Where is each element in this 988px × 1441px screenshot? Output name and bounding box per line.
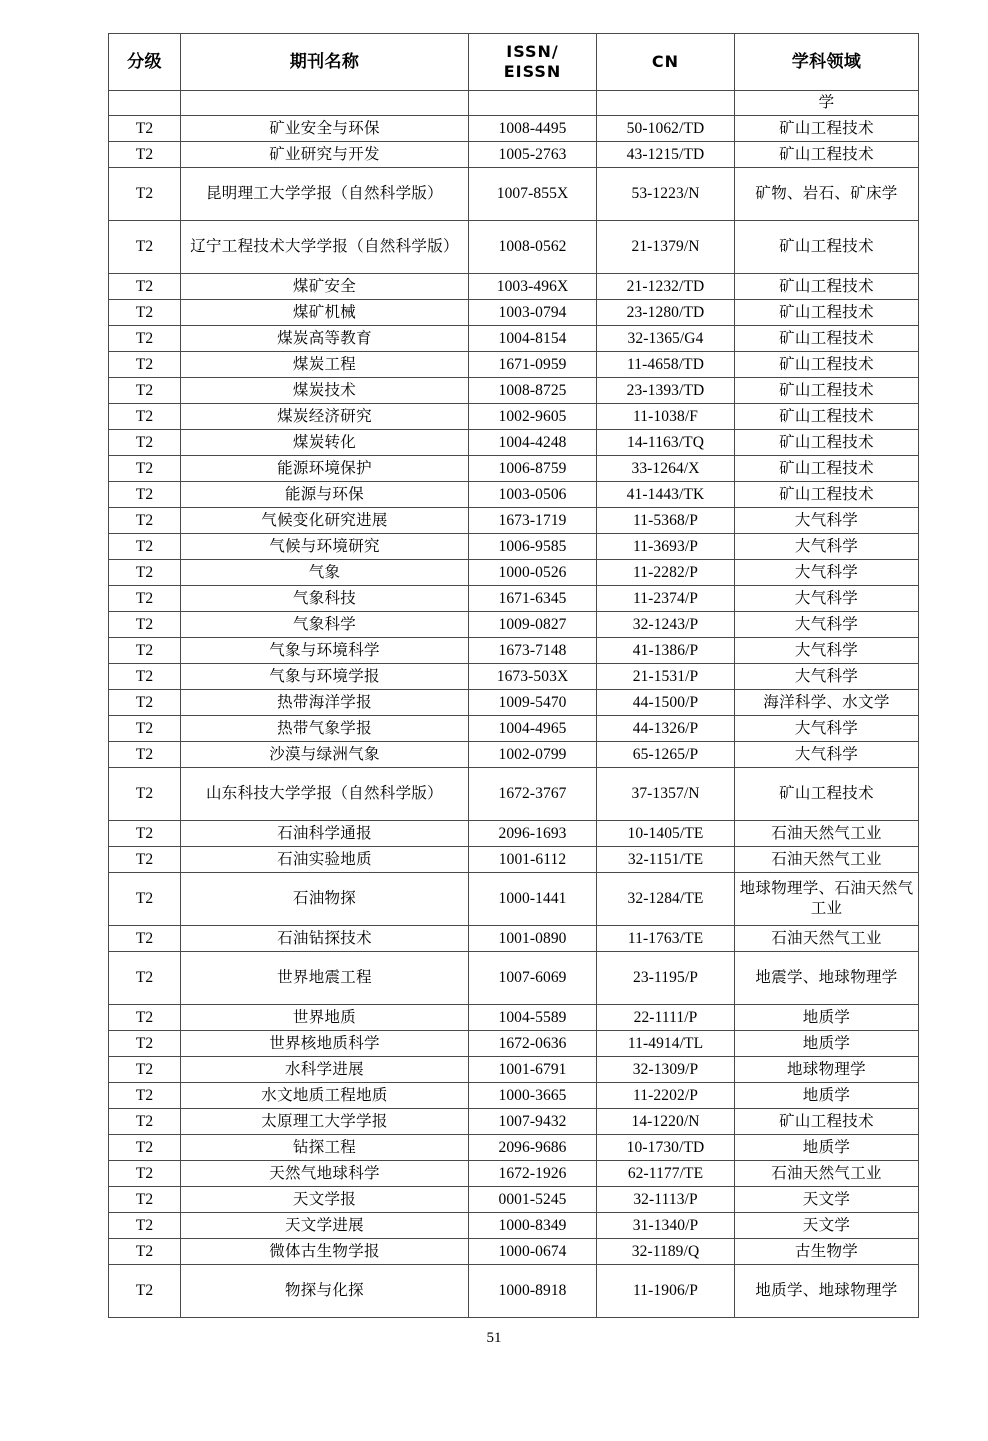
cell-subject-field: 矿物、岩石、矿床学 bbox=[735, 168, 919, 221]
cell-rank: T2 bbox=[109, 952, 181, 1005]
cell-journal-name: 气象与环境学报 bbox=[181, 664, 469, 690]
cell-cn: 21-1232/TD bbox=[597, 274, 735, 300]
cell-issn: 0001-5245 bbox=[469, 1187, 597, 1213]
cell-rank: T2 bbox=[109, 1005, 181, 1031]
cell-cn: 41-1443/TK bbox=[597, 482, 735, 508]
cell-issn: 1008-0562 bbox=[469, 221, 597, 274]
table-row bbox=[109, 1057, 919, 1083]
cell-journal-name: 昆明理工大学学报（自然科学版） bbox=[181, 168, 469, 221]
cell-journal-name: 煤矿机械 bbox=[181, 300, 469, 326]
table-row bbox=[109, 638, 919, 664]
cell-journal-name: 能源环境保护 bbox=[181, 456, 469, 482]
cell-subject-field: 地质学 bbox=[735, 1031, 919, 1057]
cell-subject-field: 大气科学 bbox=[735, 664, 919, 690]
cell-cn: 32-1189/Q bbox=[597, 1239, 735, 1265]
cell-journal-name: 辽宁工程技术大学学报（自然科学版） bbox=[181, 221, 469, 274]
cell-rank: T2 bbox=[109, 1161, 181, 1187]
cell-rank: T2 bbox=[109, 1057, 181, 1083]
table-row bbox=[109, 378, 919, 404]
cell-journal-name: 气象与环境科学 bbox=[181, 638, 469, 664]
cell-issn: 1672-0636 bbox=[469, 1031, 597, 1057]
cell-subject-field: 天文学 bbox=[735, 1213, 919, 1239]
cell-journal-name: 水科学进展 bbox=[181, 1057, 469, 1083]
cell-journal-name: 世界地质 bbox=[181, 1005, 469, 1031]
cell-rank: T2 bbox=[109, 116, 181, 142]
cell-issn: 1003-496X bbox=[469, 274, 597, 300]
cell-issn: 1004-8154 bbox=[469, 326, 597, 352]
cell-cn: 23-1393/TD bbox=[597, 378, 735, 404]
cell-rank: T2 bbox=[109, 586, 181, 612]
cell-rank bbox=[109, 91, 181, 116]
table-row bbox=[109, 1109, 919, 1135]
journal-ranking-table bbox=[108, 33, 919, 1318]
cell-issn: 2096-1693 bbox=[469, 821, 597, 847]
cell-issn: 1001-0890 bbox=[469, 926, 597, 952]
cell-cn: 44-1500/P bbox=[597, 690, 735, 716]
cell-cn: 11-4914/TL bbox=[597, 1031, 735, 1057]
cell-rank: T2 bbox=[109, 300, 181, 326]
cell-rank: T2 bbox=[109, 352, 181, 378]
column-header-issn-line1: ISSN/ bbox=[506, 42, 559, 62]
cell-cn: 44-1326/P bbox=[597, 716, 735, 742]
column-header-journal-name: 期刊名称 bbox=[181, 34, 469, 91]
cell-issn: 1673-7148 bbox=[469, 638, 597, 664]
table-row bbox=[109, 1161, 919, 1187]
table-row bbox=[109, 612, 919, 638]
table-row bbox=[109, 586, 919, 612]
cell-rank: T2 bbox=[109, 168, 181, 221]
cell-subject-field: 矿山工程技术 bbox=[735, 142, 919, 168]
cell-rank: T2 bbox=[109, 1135, 181, 1161]
table-row bbox=[109, 716, 919, 742]
cell-journal-name: 煤矿安全 bbox=[181, 274, 469, 300]
table-row bbox=[109, 873, 919, 926]
cell-rank: T2 bbox=[109, 378, 181, 404]
cell-journal-name: 水文地质工程地质 bbox=[181, 1083, 469, 1109]
table-row bbox=[109, 952, 919, 1005]
cell-issn: 1009-0827 bbox=[469, 612, 597, 638]
cell-cn: 11-2282/P bbox=[597, 560, 735, 586]
cell-rank: T2 bbox=[109, 690, 181, 716]
cell-subject-field: 矿山工程技术 bbox=[735, 404, 919, 430]
cell-issn: 1008-4495 bbox=[469, 116, 597, 142]
cell-rank: T2 bbox=[109, 1265, 181, 1318]
cell-issn: 1003-0794 bbox=[469, 300, 597, 326]
cell-journal-name: 沙漠与绿洲气象 bbox=[181, 742, 469, 768]
cell-subject-field: 大气科学 bbox=[735, 742, 919, 768]
cell-cn: 14-1163/TQ bbox=[597, 430, 735, 456]
cell-issn: 2096-9686 bbox=[469, 1135, 597, 1161]
cell-journal-name: 热带气象学报 bbox=[181, 716, 469, 742]
cell-rank: T2 bbox=[109, 404, 181, 430]
cell-issn: 1006-8759 bbox=[469, 456, 597, 482]
column-header-cn: CN bbox=[597, 34, 735, 91]
cell-cn: 50-1062/TD bbox=[597, 116, 735, 142]
cell-rank: T2 bbox=[109, 1109, 181, 1135]
cell-journal-name: 物探与化探 bbox=[181, 1265, 469, 1318]
cell-journal-name: 气候变化研究进展 bbox=[181, 508, 469, 534]
cell-cn: 21-1531/P bbox=[597, 664, 735, 690]
cell-subject-field: 矿山工程技术 bbox=[735, 1109, 919, 1135]
table-header-row bbox=[109, 34, 919, 91]
table-row bbox=[109, 1005, 919, 1031]
cell-journal-name: 石油科学通报 bbox=[181, 821, 469, 847]
cell-issn: 1007-6069 bbox=[469, 952, 597, 1005]
cell-issn: 1000-8918 bbox=[469, 1265, 597, 1318]
cell-subject-field: 矿山工程技术 bbox=[735, 274, 919, 300]
cell-cn: 32-1243/P bbox=[597, 612, 735, 638]
column-header-issn-line2: EISSN bbox=[503, 62, 562, 81]
cell-journal-name: 石油物探 bbox=[181, 873, 469, 926]
cell-subject-field: 大气科学 bbox=[735, 508, 919, 534]
cell-subject-field: 学 bbox=[735, 91, 919, 116]
cell-rank: T2 bbox=[109, 430, 181, 456]
cell-subject-field: 地质学 bbox=[735, 1135, 919, 1161]
cell-journal-name: 天然气地球科学 bbox=[181, 1161, 469, 1187]
cell-issn: 1673-503X bbox=[469, 664, 597, 690]
cell-cn: 14-1220/N bbox=[597, 1109, 735, 1135]
cell-issn: 1000-3665 bbox=[469, 1083, 597, 1109]
table-row bbox=[109, 300, 919, 326]
cell-rank: T2 bbox=[109, 221, 181, 274]
cell-rank: T2 bbox=[109, 821, 181, 847]
cell-cn: 23-1280/TD bbox=[597, 300, 735, 326]
cell-rank: T2 bbox=[109, 664, 181, 690]
cell-rank: T2 bbox=[109, 768, 181, 821]
cell-journal-name: 微体古生物学报 bbox=[181, 1239, 469, 1265]
cell-cn: 11-3693/P bbox=[597, 534, 735, 560]
cell-journal-name: 天文学报 bbox=[181, 1187, 469, 1213]
cell-subject-field: 地质学 bbox=[735, 1005, 919, 1031]
cell-issn bbox=[469, 91, 597, 116]
cell-issn: 1671-6345 bbox=[469, 586, 597, 612]
table-row bbox=[109, 430, 919, 456]
cell-cn: 33-1264/X bbox=[597, 456, 735, 482]
cell-cn: 11-1906/P bbox=[597, 1265, 735, 1318]
cell-journal-name: 气候与环境研究 bbox=[181, 534, 469, 560]
cell-rank: T2 bbox=[109, 142, 181, 168]
cell-cn: 21-1379/N bbox=[597, 221, 735, 274]
table-row bbox=[109, 1135, 919, 1161]
cell-subject-field: 海洋科学、水文学 bbox=[735, 690, 919, 716]
cell-issn: 1006-9585 bbox=[469, 534, 597, 560]
table-row bbox=[109, 690, 919, 716]
cell-cn: 41-1386/P bbox=[597, 638, 735, 664]
column-header-issn bbox=[469, 34, 597, 91]
cell-subject-field: 石油天然气工业 bbox=[735, 926, 919, 952]
cell-subject-field: 石油天然气工业 bbox=[735, 847, 919, 873]
table-row bbox=[109, 1187, 919, 1213]
table-row bbox=[109, 821, 919, 847]
cell-rank: T2 bbox=[109, 482, 181, 508]
cell-journal-name: 矿业安全与环保 bbox=[181, 116, 469, 142]
cell-cn: 62-1177/TE bbox=[597, 1161, 735, 1187]
cell-rank: T2 bbox=[109, 1031, 181, 1057]
cell-issn: 1000-8349 bbox=[469, 1213, 597, 1239]
cell-subject-field: 石油天然气工业 bbox=[735, 821, 919, 847]
cell-journal-name: 钻探工程 bbox=[181, 1135, 469, 1161]
cell-cn: 11-2202/P bbox=[597, 1083, 735, 1109]
cell-rank: T2 bbox=[109, 534, 181, 560]
table-row bbox=[109, 168, 919, 221]
cell-issn: 1003-0506 bbox=[469, 482, 597, 508]
table-row bbox=[109, 768, 919, 821]
table-row bbox=[109, 1213, 919, 1239]
cell-subject-field: 地球物理学 bbox=[735, 1057, 919, 1083]
cell-cn: 53-1223/N bbox=[597, 168, 735, 221]
cell-subject-field: 石油天然气工业 bbox=[735, 1161, 919, 1187]
cell-subject-field: 矿山工程技术 bbox=[735, 456, 919, 482]
cell-subject-field: 大气科学 bbox=[735, 638, 919, 664]
cell-journal-name: 气象 bbox=[181, 560, 469, 586]
cell-issn: 1673-1719 bbox=[469, 508, 597, 534]
cell-issn: 1000-1441 bbox=[469, 873, 597, 926]
cell-cn: 65-1265/P bbox=[597, 742, 735, 768]
column-header-subject-field: 学科领域 bbox=[735, 34, 919, 91]
cell-issn: 1004-4965 bbox=[469, 716, 597, 742]
cell-rank: T2 bbox=[109, 926, 181, 952]
cell-subject-field: 矿山工程技术 bbox=[735, 352, 919, 378]
cell-rank: T2 bbox=[109, 1083, 181, 1109]
table-row bbox=[109, 116, 919, 142]
cell-journal-name: 热带海洋学报 bbox=[181, 690, 469, 716]
cell-subject-field: 矿山工程技术 bbox=[735, 768, 919, 821]
table-row bbox=[109, 664, 919, 690]
cell-cn: 10-1405/TE bbox=[597, 821, 735, 847]
cell-cn: 10-1730/TD bbox=[597, 1135, 735, 1161]
table-row bbox=[109, 742, 919, 768]
cell-journal-name: 煤炭高等教育 bbox=[181, 326, 469, 352]
cell-subject-field: 天文学 bbox=[735, 1187, 919, 1213]
cell-journal-name: 山东科技大学学报（自然科学版） bbox=[181, 768, 469, 821]
cell-issn: 1001-6791 bbox=[469, 1057, 597, 1083]
cell-rank: T2 bbox=[109, 508, 181, 534]
cell-subject-field: 矿山工程技术 bbox=[735, 116, 919, 142]
cell-issn: 1000-0674 bbox=[469, 1239, 597, 1265]
table-row bbox=[109, 1031, 919, 1057]
cell-journal-name: 能源与环保 bbox=[181, 482, 469, 508]
cell-issn: 1002-9605 bbox=[469, 404, 597, 430]
table-body bbox=[109, 91, 919, 1318]
cell-cn: 37-1357/N bbox=[597, 768, 735, 821]
cell-issn: 1008-8725 bbox=[469, 378, 597, 404]
cell-rank: T2 bbox=[109, 274, 181, 300]
cell-rank: T2 bbox=[109, 716, 181, 742]
table-row bbox=[109, 926, 919, 952]
cell-journal-name: 世界地震工程 bbox=[181, 952, 469, 1005]
cell-rank: T2 bbox=[109, 456, 181, 482]
cell-issn: 1001-6112 bbox=[469, 847, 597, 873]
cell-cn: 32-1113/P bbox=[597, 1187, 735, 1213]
cell-subject-field: 大气科学 bbox=[735, 560, 919, 586]
cell-rank: T2 bbox=[109, 638, 181, 664]
cell-subject-field: 地质学 bbox=[735, 1083, 919, 1109]
cell-journal-name: 矿业研究与开发 bbox=[181, 142, 469, 168]
cell-issn: 1004-5589 bbox=[469, 1005, 597, 1031]
cell-issn: 1007-855X bbox=[469, 168, 597, 221]
cell-subject-field: 矿山工程技术 bbox=[735, 430, 919, 456]
column-header-rank: 分级 bbox=[109, 34, 181, 91]
cell-issn: 1000-0526 bbox=[469, 560, 597, 586]
table-row bbox=[109, 326, 919, 352]
cell-journal-name: 煤炭转化 bbox=[181, 430, 469, 456]
cell-subject-field: 大气科学 bbox=[735, 716, 919, 742]
table-row bbox=[109, 482, 919, 508]
cell-rank: T2 bbox=[109, 742, 181, 768]
table-row bbox=[109, 274, 919, 300]
cell-cn: 31-1340/P bbox=[597, 1213, 735, 1239]
page-number: 51 bbox=[486, 1330, 502, 1346]
cell-subject-field: 地质学、地球物理学 bbox=[735, 1265, 919, 1318]
cell-cn: 32-1284/TE bbox=[597, 873, 735, 926]
cell-cn: 11-1763/TE bbox=[597, 926, 735, 952]
table-row bbox=[109, 1239, 919, 1265]
cell-issn: 1002-0799 bbox=[469, 742, 597, 768]
cell-rank: T2 bbox=[109, 847, 181, 873]
table-row bbox=[109, 508, 919, 534]
cell-issn: 1009-5470 bbox=[469, 690, 597, 716]
cell-rank: T2 bbox=[109, 326, 181, 352]
table-row bbox=[109, 221, 919, 274]
cell-cn: 11-4658/TD bbox=[597, 352, 735, 378]
cell-subject-field: 大气科学 bbox=[735, 586, 919, 612]
cell-cn: 11-1038/F bbox=[597, 404, 735, 430]
cell-journal-name bbox=[181, 91, 469, 116]
cell-subject-field: 矿山工程技术 bbox=[735, 378, 919, 404]
cell-issn: 1672-1926 bbox=[469, 1161, 597, 1187]
cell-subject-field: 古生物学 bbox=[735, 1239, 919, 1265]
cell-cn: 22-1111/P bbox=[597, 1005, 735, 1031]
table-row bbox=[109, 847, 919, 873]
cell-rank: T2 bbox=[109, 873, 181, 926]
cell-subject-field: 矿山工程技术 bbox=[735, 221, 919, 274]
cell-rank: T2 bbox=[109, 1187, 181, 1213]
table-header bbox=[109, 34, 919, 91]
cell-cn: 23-1195/P bbox=[597, 952, 735, 1005]
cell-rank: T2 bbox=[109, 560, 181, 586]
cell-cn: 32-1151/TE bbox=[597, 847, 735, 873]
cell-cn: 11-5368/P bbox=[597, 508, 735, 534]
cell-journal-name: 太原理工大学学报 bbox=[181, 1109, 469, 1135]
cell-journal-name: 气象科技 bbox=[181, 586, 469, 612]
table-row bbox=[109, 1083, 919, 1109]
table-row bbox=[109, 404, 919, 430]
table-row bbox=[109, 142, 919, 168]
cell-journal-name: 天文学进展 bbox=[181, 1213, 469, 1239]
cell-subject-field: 大气科学 bbox=[735, 534, 919, 560]
cell-journal-name: 石油实验地质 bbox=[181, 847, 469, 873]
cell-journal-name: 煤炭技术 bbox=[181, 378, 469, 404]
cell-journal-name: 气象科学 bbox=[181, 612, 469, 638]
cell-journal-name: 煤炭工程 bbox=[181, 352, 469, 378]
cell-issn: 1005-2763 bbox=[469, 142, 597, 168]
cell-journal-name: 世界核地质科学 bbox=[181, 1031, 469, 1057]
cell-journal-name: 石油钻探技术 bbox=[181, 926, 469, 952]
cell-rank: T2 bbox=[109, 1239, 181, 1265]
cell-cn: 32-1309/P bbox=[597, 1057, 735, 1083]
cell-subject-field: 地震学、地球物理学 bbox=[735, 952, 919, 1005]
table-row bbox=[109, 1265, 919, 1318]
cell-issn: 1672-3767 bbox=[469, 768, 597, 821]
cell-cn: 11-2374/P bbox=[597, 586, 735, 612]
cell-issn: 1671-0959 bbox=[469, 352, 597, 378]
cell-cn bbox=[597, 91, 735, 116]
table-row bbox=[109, 560, 919, 586]
table-row bbox=[109, 352, 919, 378]
cell-subject-field: 矿山工程技术 bbox=[735, 326, 919, 352]
cell-cn: 43-1215/TD bbox=[597, 142, 735, 168]
cell-subject-field: 大气科学 bbox=[735, 612, 919, 638]
cell-cn: 32-1365/G4 bbox=[597, 326, 735, 352]
table-row-continuation bbox=[109, 91, 919, 116]
cell-subject-field: 地球物理学、石油天然气工业 bbox=[735, 873, 919, 926]
cell-rank: T2 bbox=[109, 612, 181, 638]
table-row bbox=[109, 456, 919, 482]
cell-issn: 1004-4248 bbox=[469, 430, 597, 456]
cell-rank: T2 bbox=[109, 1213, 181, 1239]
cell-subject-field: 矿山工程技术 bbox=[735, 482, 919, 508]
cell-journal-name: 煤炭经济研究 bbox=[181, 404, 469, 430]
table-row bbox=[109, 534, 919, 560]
cell-issn: 1007-9432 bbox=[469, 1109, 597, 1135]
cell-subject-field: 矿山工程技术 bbox=[735, 300, 919, 326]
